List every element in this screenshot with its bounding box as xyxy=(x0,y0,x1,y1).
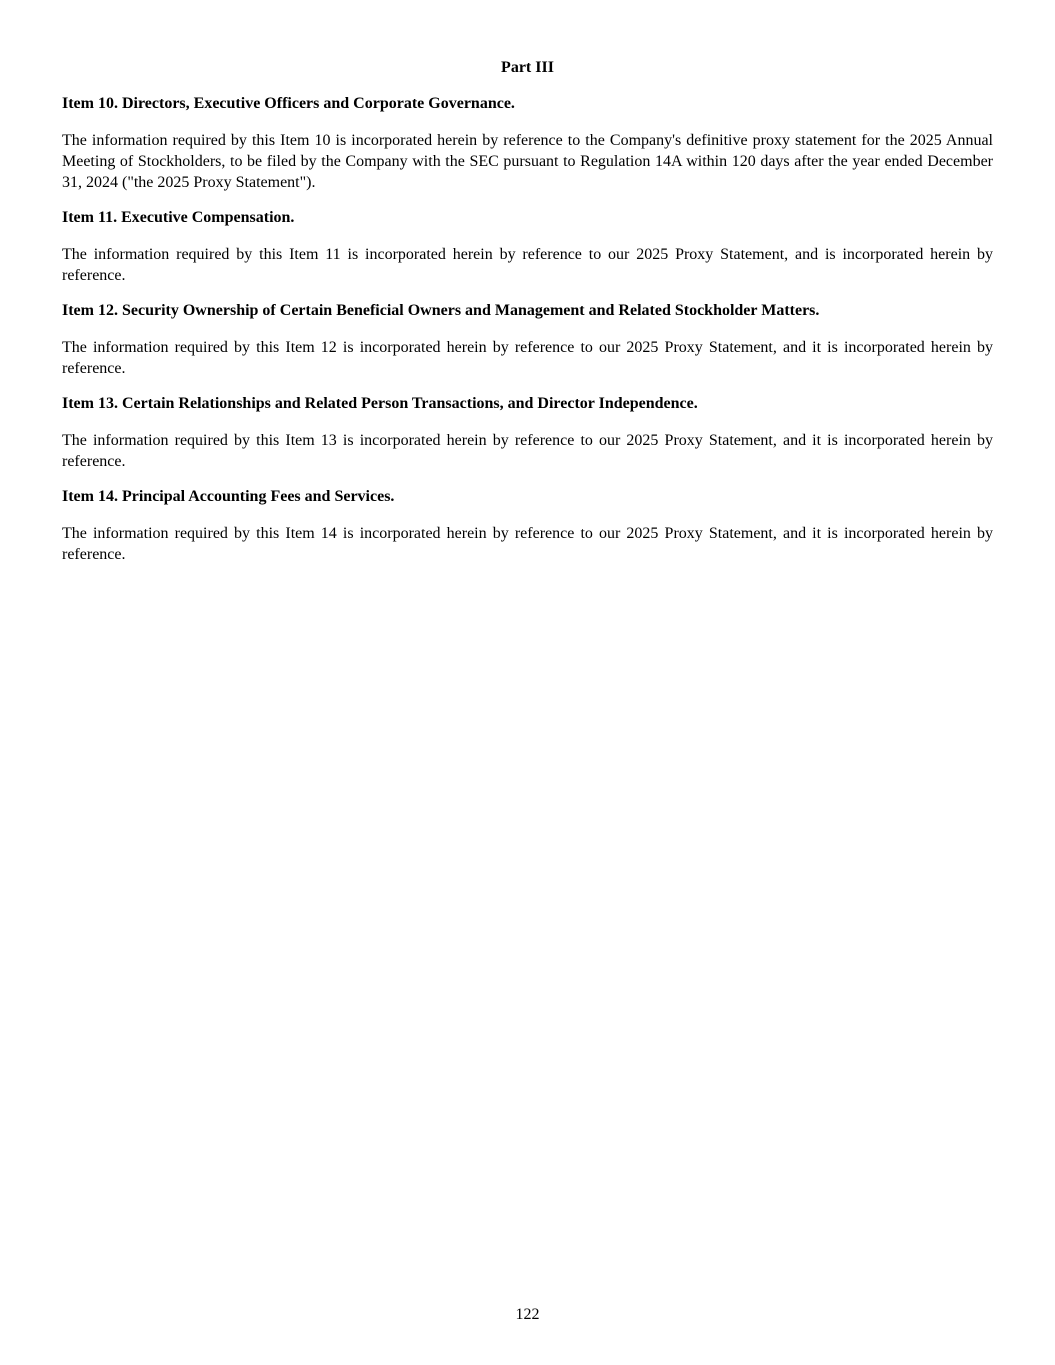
item-13-section xyxy=(62,394,993,472)
item-11-section xyxy=(62,208,993,286)
item-14-section xyxy=(62,487,993,565)
item-14-body: The information required by this Item 14 is incorporated herein by reference to our 2025 Proxy Statement, and it is incorporated herein by reference. xyxy=(62,525,993,563)
item-11-body: The information required by this Item 11 is incorporated herein by reference to our 2025 Proxy Statement, and is incorporated herein by reference. xyxy=(62,246,993,284)
item-13-heading: Item 13. Certain Relationships and Related Person Transactions, and Director Independence. xyxy=(62,395,698,412)
item-13-body: The information required by this Item 13 is incorporated herein by reference to our 2025 Proxy Statement, and it is incorporated herein by reference. xyxy=(62,432,993,470)
item-10-body: The information required by this Item 10 is incorporated herein by reference to the Company's definitive proxy statement for the 2025 Annual Meeting of Stockholders, to be filed by the Company with the SEC pursuant to Regulation 14A within 120 days after the year ended December 31, 2024 ("the 2025 Proxy Statement"). xyxy=(62,132,993,191)
document-page xyxy=(62,58,993,580)
item-11-heading: Item 11. Executive Compensation. xyxy=(62,209,295,226)
part-title: Part III xyxy=(501,59,554,76)
item-10-heading: Item 10. Directors, Executive Officers and Corporate Governance. xyxy=(62,95,515,112)
item-14-heading: Item 14. Principal Accounting Fees and Services. xyxy=(62,488,395,505)
item-12-body: The information required by this Item 12 is incorporated herein by reference to our 2025 Proxy Statement, and it is incorporated herein by reference. xyxy=(62,339,993,377)
item-12-section xyxy=(62,301,993,379)
page-number: 122 xyxy=(515,1306,540,1323)
item-10-section xyxy=(62,94,993,193)
item-12-heading: Item 12. Security Ownership of Certain Beneficial Owners and Management and Related Stockholder Matters. xyxy=(62,302,820,319)
